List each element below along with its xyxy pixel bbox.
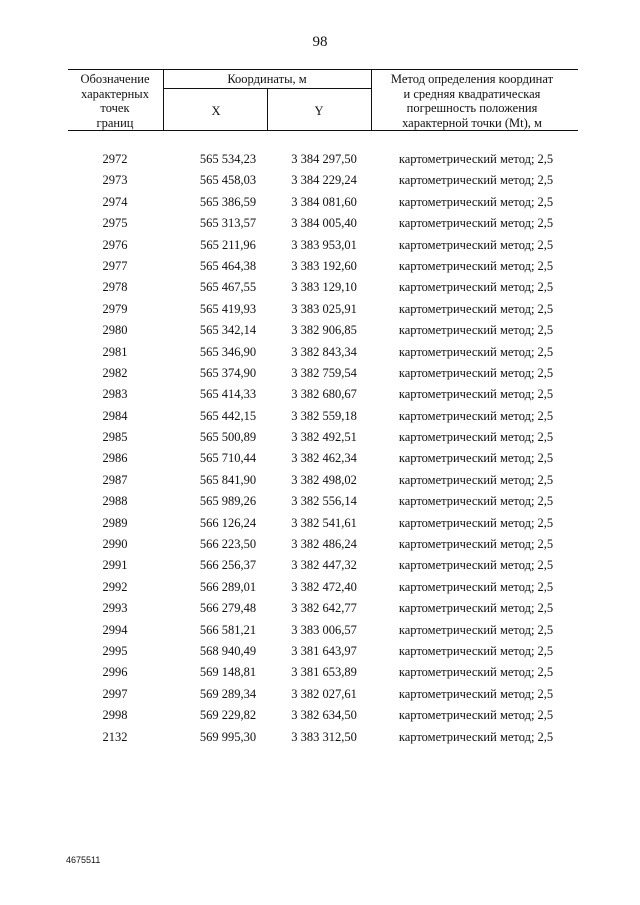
x-coordinate-cell: 569 995,30 [199, 729, 257, 744]
method-cell: картометрический метод; 2,5 [398, 323, 554, 338]
table-row [68, 300, 578, 321]
point-number-cell: 2989 [102, 515, 128, 530]
x-coordinate-cell: 565 342,14 [199, 323, 257, 338]
header-method [372, 72, 572, 130]
method-cell: картометрический метод; 2,5 [398, 194, 554, 209]
table-row [68, 150, 578, 171]
y-coordinate-cell: 3 384 229,24 [291, 173, 357, 188]
method-cell: картометрический метод; 2,5 [398, 515, 554, 530]
y-coordinate-cell: 3 382 462,34 [291, 451, 357, 466]
header-x-label: X [211, 104, 221, 118]
y-coordinate-cell: 3 382 906,85 [291, 323, 357, 338]
x-coordinate-cell: 565 374,90 [199, 365, 257, 380]
method-cell: картометрический метод; 2,5 [398, 579, 554, 594]
table-row [68, 578, 578, 599]
method-cell: картометрический метод; 2,5 [398, 301, 554, 316]
x-coordinate-cell: 569 289,34 [199, 686, 257, 701]
x-coordinate-cell: 565 386,59 [199, 194, 257, 209]
y-coordinate-cell: 3 382 498,02 [291, 472, 357, 487]
x-coordinate-cell: 565 313,57 [199, 216, 257, 231]
y-coordinate-cell: 3 384 297,50 [291, 152, 357, 166]
method-cell: картометрический метод; 2,5 [398, 558, 554, 573]
y-coordinate-cell: 3 383 312,50 [291, 729, 357, 744]
table-row [68, 621, 578, 642]
method-cell: картометрический метод; 2,5 [398, 216, 554, 231]
point-number-cell: 2976 [102, 237, 128, 252]
table-row [68, 428, 578, 449]
method-cell: картометрический метод; 2,5 [398, 280, 554, 295]
method-cell: картометрический метод; 2,5 [398, 643, 554, 658]
table-row [68, 171, 578, 192]
x-coordinate-cell: 566 126,24 [199, 515, 257, 530]
x-coordinate-cell: 565 534,23 [199, 152, 257, 166]
point-number-cell: 2990 [102, 537, 128, 552]
method-cell: картометрический метод; 2,5 [398, 622, 554, 637]
point-number-cell: 2991 [102, 558, 128, 573]
y-coordinate-cell: 3 383 025,91 [291, 301, 357, 316]
method-cell: картометрический метод; 2,5 [398, 601, 554, 616]
x-coordinate-cell: 566 581,21 [199, 622, 257, 637]
method-cell: картометрический метод; 2,5 [398, 430, 554, 445]
y-coordinate-cell: 3 382 486,24 [291, 537, 357, 552]
table-row [68, 535, 578, 556]
header-point-designation [68, 72, 162, 130]
point-number-cell: 2984 [102, 408, 128, 423]
x-coordinate-cell: 569 148,81 [199, 665, 257, 680]
table-row [68, 449, 578, 470]
y-coordinate-cell: 3 382 027,61 [291, 686, 357, 701]
x-coordinate-cell: 565 500,89 [199, 430, 257, 445]
x-coordinate-cell: 565 464,38 [199, 258, 257, 273]
table-row [68, 214, 578, 235]
method-cell: картометрический метод; 2,5 [398, 537, 554, 552]
table-row [68, 193, 578, 214]
x-coordinate-cell: 565 458,03 [199, 173, 257, 188]
y-coordinate-cell: 3 382 642,77 [291, 601, 357, 616]
method-cell: картометрический метод; 2,5 [398, 686, 554, 701]
table-row [68, 599, 578, 620]
y-coordinate-cell: 3 382 843,34 [291, 344, 357, 359]
y-coordinate-cell: 3 383 192,60 [291, 258, 357, 273]
y-coordinate-cell: 3 382 492,51 [291, 430, 357, 445]
table-row [68, 385, 578, 406]
x-coordinate-cell: 565 346,90 [199, 344, 257, 359]
method-cell: картометрический метод; 2,5 [398, 729, 554, 744]
method-cell: картометрический метод; 2,5 [398, 258, 554, 273]
table-row [68, 663, 578, 684]
x-coordinate-cell: 565 841,90 [199, 472, 257, 487]
table-row [68, 343, 578, 364]
point-number-cell: 2988 [102, 494, 128, 509]
footer-code: 4675511 [66, 855, 101, 865]
table-row [68, 514, 578, 535]
point-number-cell: 2987 [102, 472, 128, 487]
point-number-cell: 2979 [102, 301, 128, 316]
point-number-cell: 2132 [102, 729, 128, 744]
y-coordinate-cell: 3 382 556,14 [291, 494, 357, 509]
point-number-cell: 2981 [102, 344, 128, 359]
header-point-line: точек [100, 101, 130, 115]
method-cell: картометрический метод; 2,5 [398, 494, 554, 509]
point-number-cell: 2996 [102, 665, 128, 680]
point-number-cell: 2980 [102, 323, 128, 338]
x-coordinate-cell: 568 940,49 [199, 643, 257, 658]
method-cell: картометрический метод; 2,5 [398, 387, 554, 402]
table-row [68, 642, 578, 663]
table-row [68, 236, 578, 257]
point-number-cell: 2982 [102, 365, 128, 380]
y-coordinate-cell: 3 381 653,89 [291, 665, 357, 680]
x-coordinate-cell: 565 989,26 [199, 494, 257, 509]
header-y-label: Y [314, 104, 324, 118]
point-number-cell: 2997 [102, 686, 128, 701]
x-coordinate-cell: 565 211,96 [200, 237, 256, 252]
point-number-cell: 2995 [102, 643, 128, 658]
header-point-line: Обозначение [80, 72, 150, 86]
x-coordinate-cell: 566 289,01 [199, 579, 257, 594]
y-coordinate-cell: 3 382 634,50 [291, 708, 357, 723]
table-row [68, 471, 578, 492]
table-row [68, 728, 578, 749]
method-cell: картометрический метод; 2,5 [398, 408, 554, 423]
point-number-cell: 2972 [102, 152, 128, 166]
header-bottom-rule [68, 130, 578, 131]
y-coordinate-cell: 3 384 005,40 [291, 216, 357, 231]
y-coordinate-cell: 3 382 680,67 [291, 387, 357, 402]
point-number-cell: 2992 [102, 579, 128, 594]
point-number-cell: 2985 [102, 430, 128, 445]
point-number-cell: 2986 [102, 451, 128, 466]
x-coordinate-cell: 566 223,50 [199, 537, 257, 552]
method-cell: картометрический метод; 2,5 [398, 365, 554, 380]
method-cell: картометрический метод; 2,5 [398, 451, 554, 466]
x-coordinate-cell: 566 279,48 [199, 601, 257, 616]
x-coordinate-cell: 565 710,44 [199, 451, 257, 466]
table-row [68, 257, 578, 278]
x-coordinate-cell: 565 419,93 [199, 301, 257, 316]
x-coordinate-cell: 565 414,33 [199, 387, 257, 402]
y-coordinate-cell: 3 382 472,40 [291, 579, 357, 594]
table-row [68, 706, 578, 727]
point-number-cell: 2974 [102, 194, 128, 209]
y-coordinate-cell: 3 382 559,18 [291, 408, 357, 423]
table-row [68, 278, 578, 299]
x-coordinate-cell: 565 442,15 [199, 408, 257, 423]
y-coordinate-cell: 3 384 081,60 [291, 194, 357, 209]
header-method-line: Метод определения координат [390, 72, 554, 86]
x-coordinate-cell: 569 229,82 [199, 708, 257, 723]
method-cell: картометрический метод; 2,5 [398, 152, 554, 166]
table-row [68, 685, 578, 706]
method-cell: картометрический метод; 2,5 [398, 237, 554, 252]
point-number-cell: 2983 [102, 387, 128, 402]
table-row [68, 492, 578, 513]
y-coordinate-cell: 3 382 447,32 [291, 558, 357, 573]
table-row [68, 321, 578, 342]
point-number-cell: 2973 [102, 173, 128, 188]
header-method-line: и средняя квадратическая [403, 86, 541, 101]
header-method-line: погрешность положения [406, 101, 538, 115]
point-number-cell: 2977 [102, 258, 128, 273]
y-coordinate-cell: 3 381 643,97 [291, 643, 357, 658]
y-coordinate-cell: 3 382 541,61 [291, 515, 357, 530]
point-number-cell: 2993 [102, 601, 128, 616]
table-body [68, 150, 578, 749]
y-coordinate-cell: 3 383 129,10 [291, 280, 357, 295]
header-divider-2 [267, 88, 268, 130]
table-row [68, 407, 578, 428]
table-row [68, 364, 578, 385]
header-divider-1 [163, 69, 164, 130]
point-number-cell: 2978 [102, 280, 128, 295]
header-divider-3 [371, 69, 372, 130]
point-number-cell: 2994 [102, 622, 128, 637]
header-point-line: характерных [81, 86, 149, 101]
point-number-cell: 2975 [102, 216, 128, 231]
method-cell: картометрический метод; 2,5 [398, 344, 554, 359]
header-point-line: границ [96, 115, 134, 130]
header-top-rule [68, 69, 578, 70]
page-number: 98 [312, 34, 328, 50]
x-coordinate-cell: 565 467,55 [199, 280, 257, 295]
table-row [68, 556, 578, 577]
point-number-cell: 2998 [102, 708, 128, 723]
method-cell: картометрический метод; 2,5 [398, 472, 554, 487]
x-coordinate-cell: 566 256,37 [199, 558, 257, 573]
method-cell: картометрический метод; 2,5 [398, 708, 554, 723]
y-coordinate-cell: 3 383 006,57 [291, 622, 357, 637]
method-cell: картометрический метод; 2,5 [398, 665, 554, 680]
y-coordinate-cell: 3 382 759,54 [291, 365, 357, 380]
header-method-line: характерной точки (Mt), м [402, 115, 542, 130]
y-coordinate-cell: 3 383 953,01 [291, 237, 357, 252]
method-cell: картометрический метод; 2,5 [398, 173, 554, 188]
header-coordinates-title: Координаты, м [227, 72, 307, 86]
